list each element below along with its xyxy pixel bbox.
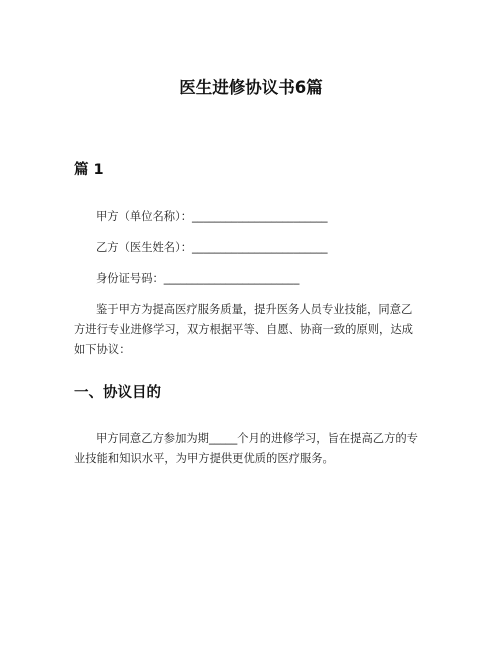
- id-number-field: 身份证号码：________________________: [96, 272, 300, 285]
- purpose-line: 业技能和知识水平，为甲方提供更优质的医疗服务。: [74, 452, 334, 465]
- purpose-line: 甲方同意乙方参加为期_____个月的进修学习，旨在提高乙方的专: [96, 432, 418, 445]
- intro-line: 鉴于甲方为提高医疗服务质量，提升医务人员专业技能，同意乙: [96, 303, 413, 316]
- purpose-paragraph: [74, 429, 434, 469]
- intro-line: 如下协议：: [74, 343, 131, 356]
- section-heading: 篇 1: [74, 162, 104, 178]
- document-title: 医生进修协议书6篇: [179, 78, 323, 97]
- purpose-heading: 一、协议目的: [74, 385, 161, 401]
- intro-line: 方进行专业进修学习，双方根据平等、自愿、协商一致的原则，达成: [74, 323, 413, 336]
- intro-paragraph: [74, 300, 434, 360]
- party-b-field: 乙方（医生姓名）：________________________: [96, 241, 328, 254]
- party-a-field: 甲方（单位名称）：________________________: [96, 210, 328, 223]
